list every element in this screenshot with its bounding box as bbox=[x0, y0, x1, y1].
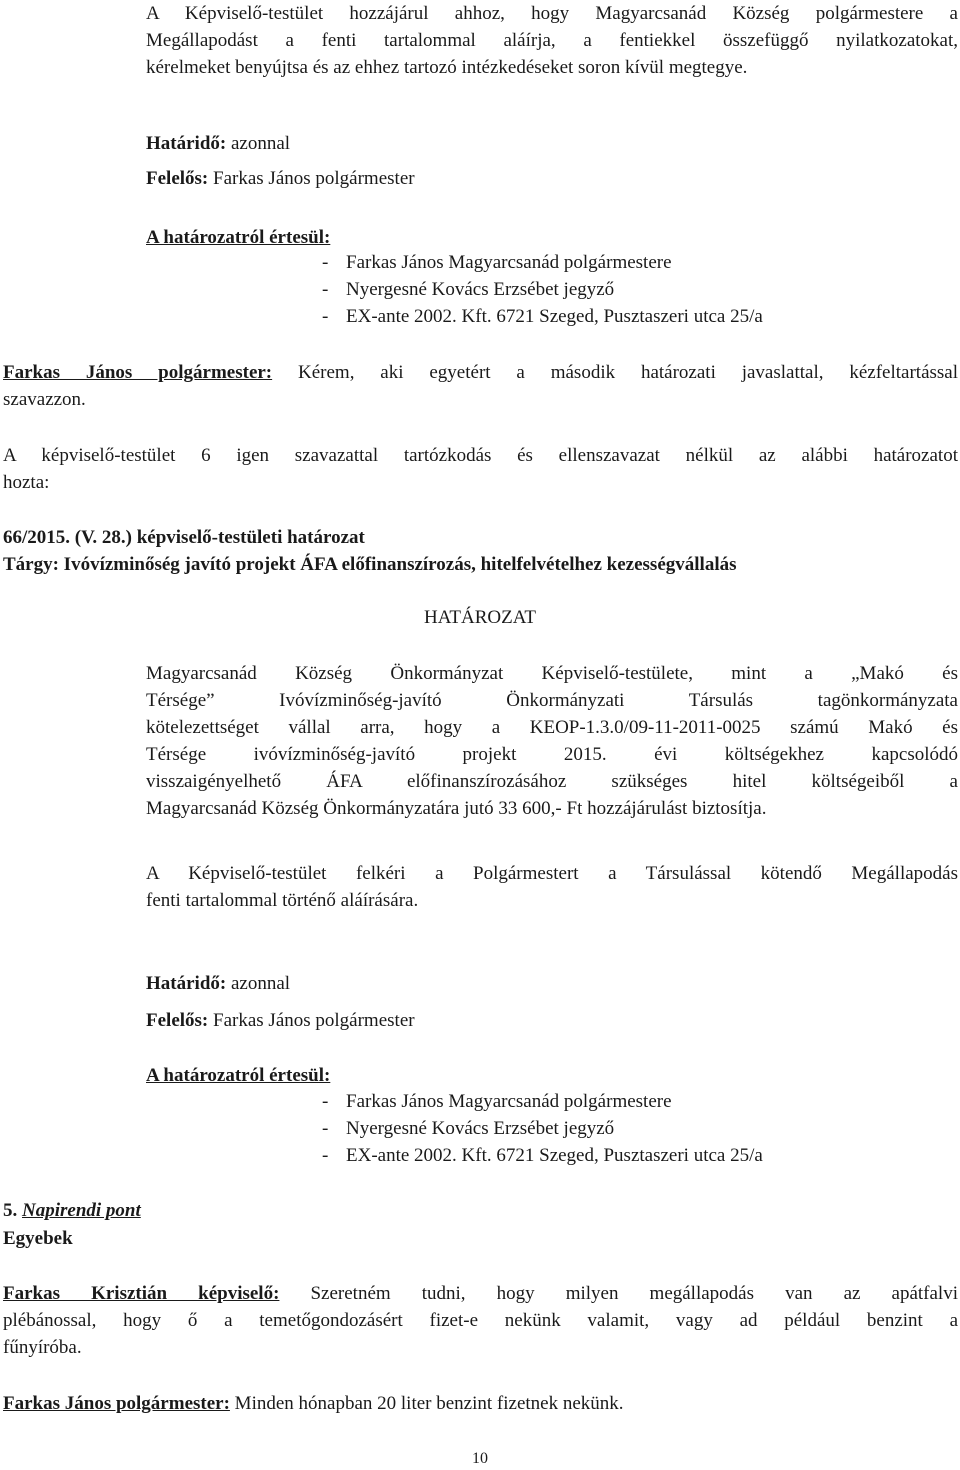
notified-heading bbox=[146, 1062, 330, 1089]
speech-line bbox=[3, 359, 958, 386]
vote-line: A képviselő-testület 6 igen szavazattal tartózkodás és ellenszavazat nélkül az alábbi határozatot bbox=[3, 445, 958, 466]
notified-item: - Farkas János Magyarcsanád polgármestere bbox=[322, 252, 672, 273]
intro-line: kérelmeket benyújtsa és az ehhez tartozó intézkedéseket soron kívül megtegye. bbox=[146, 57, 748, 78]
resolution-body-line: visszaigényelhető ÁFA előfinanszírozásához szükséges hitel költségeiből a bbox=[146, 771, 958, 792]
notified-list bbox=[322, 249, 763, 330]
resolution-body bbox=[146, 660, 958, 822]
speech-line bbox=[3, 1280, 958, 1307]
speaker-name: Farkas Krisztián képviselő: bbox=[3, 1283, 280, 1304]
page-number: 10 bbox=[472, 1450, 488, 1467]
notified-item: - Farkas János Magyarcsanád polgármestere bbox=[322, 1091, 672, 1112]
responsible-value: Farkas János polgármester bbox=[208, 1010, 415, 1031]
responsible-line bbox=[146, 1007, 415, 1034]
vote-line: hozta: bbox=[3, 472, 50, 493]
notified-heading bbox=[146, 224, 330, 251]
speech-text: Minden hónapban 20 liter benzint fizetnek nekünk. bbox=[229, 1393, 624, 1414]
agenda-item bbox=[3, 1197, 141, 1224]
deadline-line bbox=[146, 970, 290, 997]
speech-text: Szeretném tudni, hogy milyen megállapodás van az apátfalvi bbox=[279, 1283, 958, 1304]
speech-text: Kérem, aki egyetért a második határozati javaslattal, kézfeltartással bbox=[272, 362, 958, 383]
intro-paragraph bbox=[146, 0, 958, 81]
notified-item: - EX-ante 2002. Kft. 6721 Szeged, Pusztaszeri utca 25/a bbox=[322, 1145, 763, 1166]
notified-item-text: EX-ante 2002. Kft. 6721 Szeged, Pusztaszeri utca 25/a bbox=[346, 1145, 763, 1166]
responsible-label: Felelős: bbox=[146, 168, 209, 189]
resolution-body-line: Magyarcsanád Község Önkormányzat Képviselő-testülete, mint a „Makó és bbox=[146, 663, 958, 684]
responsible-line bbox=[146, 165, 415, 192]
resolution-body-line: Térsége ivóvízminőség-javító projekt 2015. évi költségekhez kapcsolódó bbox=[146, 744, 958, 765]
resolution-body-line: Magyarcsanád Község Önkormányzatára jutó 33 600,- Ft hozzájárulást biztosítja. bbox=[146, 798, 767, 819]
responsible-label: Felelős: bbox=[146, 1010, 209, 1031]
resolution-subject: Tárgy: Ivóvízminőség javító projekt ÁFA előfinanszírozás, hitelfelvételhez kezességvállalás bbox=[3, 554, 737, 575]
speech-line: plébánossal, hogy ő a temetőgondozásért fizet-e nekünk valamit, vagy ad például benzint a bbox=[3, 1310, 958, 1331]
notified-item: - EX-ante 2002. Kft. 6721 Szeged, Pusztaszeri utca 25/a bbox=[322, 306, 763, 327]
resolution-request bbox=[146, 860, 958, 914]
agenda-number: 5. bbox=[3, 1200, 18, 1221]
deadline-value: azonnal bbox=[226, 973, 291, 994]
notified-item: - Nyergesné Kovács Erzsébet jegyző bbox=[322, 279, 615, 300]
resolution-request-line: A Képviselő-testület felkéri a Polgármestert a Társulással kötendő Megállapodás bbox=[146, 863, 958, 884]
resolution-heading: HATÁROZAT bbox=[424, 607, 536, 628]
speech-mayor-1 bbox=[3, 359, 958, 413]
speech-line: fűnyíróba. bbox=[3, 1337, 82, 1358]
intro-line: A Képviselő-testület hozzájárul ahhoz, hogy Magyarcsanád Község polgármestere a bbox=[146, 3, 958, 24]
deadline-label: Határidő: bbox=[146, 133, 227, 154]
deadline-value: azonnal bbox=[226, 133, 291, 154]
notified-item-text: Farkas János Magyarcsanád polgármestere bbox=[346, 252, 672, 273]
notified-item-text: Farkas János Magyarcsanád polgármestere bbox=[346, 1091, 672, 1112]
responsible-value: Farkas János polgármester bbox=[208, 168, 415, 189]
deadline-line bbox=[146, 130, 290, 157]
speaker-name: Farkas János polgármester: bbox=[3, 362, 273, 383]
speech-line: szavazzon. bbox=[3, 389, 86, 410]
intro-line: Megállapodást a fenti tartalommal aláírja, a fentiekkel összefüggő nyilatkozatokat, bbox=[146, 30, 958, 51]
notified-item: - Nyergesné Kovács Erzsébet jegyző bbox=[322, 1118, 615, 1139]
speaker-name: Farkas János polgármester: bbox=[3, 1393, 230, 1414]
notified-item-text: Nyergesné Kovács Erzsébet jegyző bbox=[346, 279, 615, 300]
speech-mayor-2 bbox=[3, 1390, 624, 1417]
agenda-title: Egyebek bbox=[3, 1228, 73, 1249]
speech-representative bbox=[3, 1280, 958, 1361]
notified-label: A határozatról értesül: bbox=[146, 1065, 331, 1086]
notified-label: A határozatról értesül: bbox=[146, 227, 331, 248]
notified-item-text: Nyergesné Kovács Erzsébet jegyző bbox=[346, 1118, 615, 1139]
resolution-body-line: Térsége” Ivóvízminőség-javító Önkormányzati Társulás tagönkormányzata bbox=[146, 690, 958, 711]
resolution-number: 66/2015. (V. 28.) képviselő-testületi határozat bbox=[3, 527, 365, 548]
vote-paragraph bbox=[3, 442, 958, 496]
resolution-body-line: kötelezettséget vállal arra, hogy a KEOP-1.3.0/09-11-2011-0025 számú Makó és bbox=[146, 717, 958, 738]
notified-item-text: EX-ante 2002. Kft. 6721 Szeged, Pusztaszeri utca 25/a bbox=[346, 306, 763, 327]
notified-list bbox=[322, 1088, 763, 1169]
resolution-request-line: fenti tartalommal történő aláírására. bbox=[146, 890, 419, 911]
agenda-label: Napirendi pont bbox=[22, 1200, 141, 1221]
deadline-label: Határidő: bbox=[146, 973, 227, 994]
